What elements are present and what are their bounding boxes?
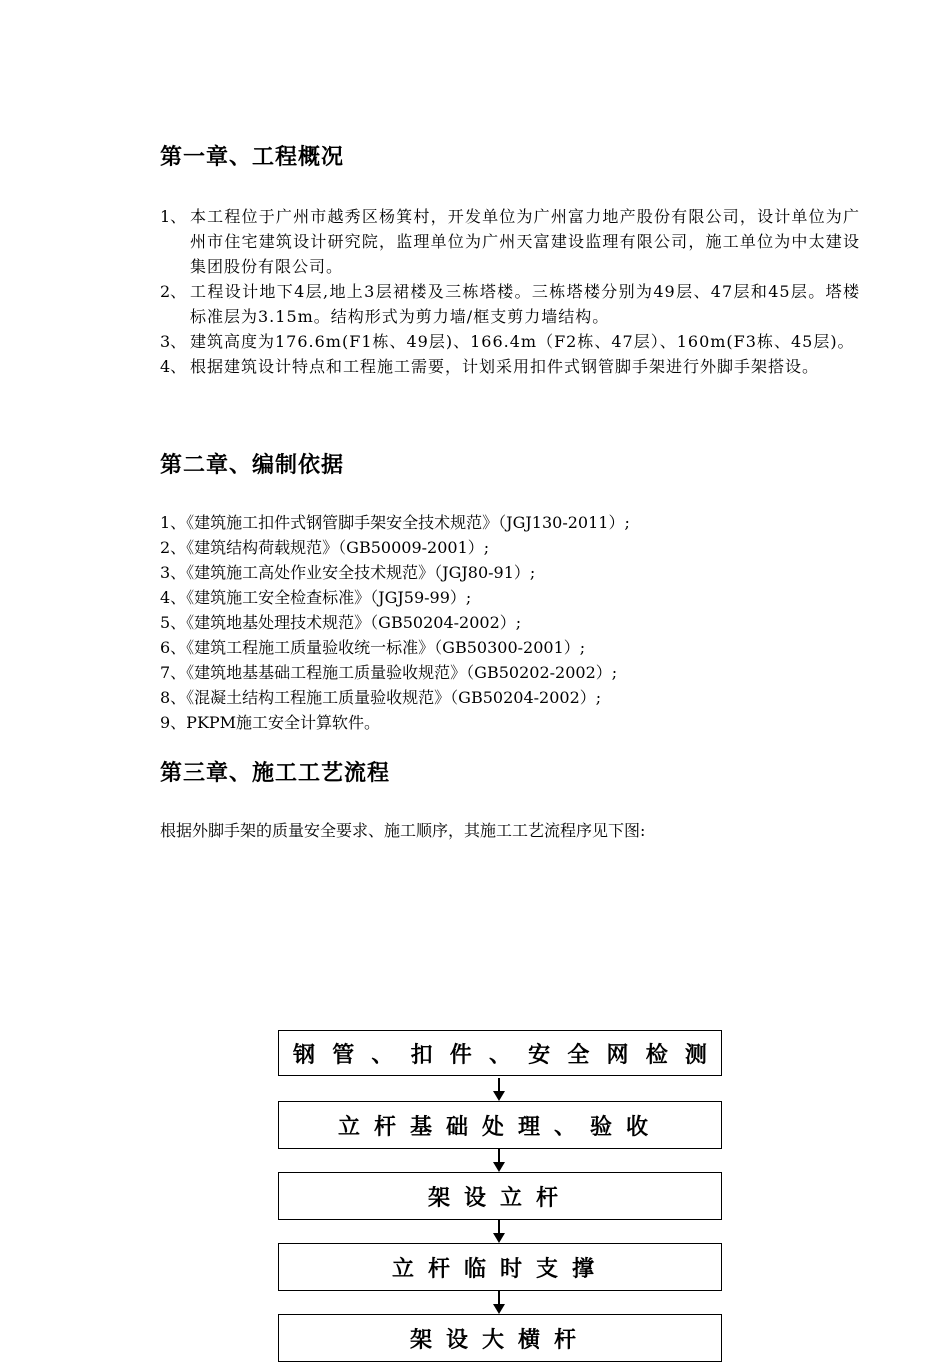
list-item — [160, 279, 860, 329]
chapter-3-title: 第三章、施工工艺流程 — [160, 761, 391, 786]
flow-step-box — [278, 1030, 722, 1076]
down-arrow-icon — [492, 1149, 506, 1172]
reference-item: 5、《建筑地基处理技术规范》（GB50204-2002）; — [160, 613, 522, 632]
reference-list — [160, 510, 630, 735]
item-number: 3、 — [160, 332, 187, 351]
flow-step-box — [278, 1243, 722, 1291]
reference-item: 6、《建筑工程施工质量验收统一标准》（GB50300-2001）; — [160, 638, 586, 657]
chapter-1-items — [160, 204, 860, 379]
list-item — [160, 204, 860, 279]
reference-item: 8、《混凝土结构工程施工质量验收规范》（GB50204-2002）; — [160, 688, 602, 707]
down-arrow-icon — [492, 1291, 506, 1314]
item-number: 2、 — [160, 282, 187, 301]
item-number: 4、 — [160, 357, 187, 376]
flow-step-label: 钢 管 、 扣 件 、 安 全 网 检 测 — [293, 1042, 707, 1068]
flow-step-box — [278, 1101, 722, 1149]
chapter-2-title: 第二章、编制依据 — [160, 453, 345, 478]
reference-item: 3、《建筑施工高处作业安全技术规范》（JGJ80-91）; — [160, 563, 536, 582]
flow-step-label: 架设大横杆 — [409, 1327, 590, 1353]
down-arrow-icon — [492, 1220, 506, 1243]
flow-step-label: 立杆临时支撑 — [391, 1256, 608, 1282]
flow-step-box — [278, 1172, 722, 1220]
item-text: 根据建筑设计特点和工程施工需要，计划采用扣件式钢管脚手架进行外脚手架搭设。 — [190, 357, 820, 376]
down-arrow-icon — [492, 1078, 506, 1101]
flow-step-box — [278, 1314, 722, 1362]
reference-item: 1、《建筑施工扣件式钢管脚手架安全技术规范》（JGJ130-2011）; — [160, 513, 630, 532]
reference-item: 4、《建筑施工安全检查标准》（JGJ59-99）; — [160, 588, 472, 607]
list-item — [160, 329, 860, 354]
chapter-3-intro: 根据外脚手架的质量安全要求、施工顺序，其施工工艺流程序见下图: — [160, 821, 646, 840]
item-text: 工程设计地下4层,地上3层裙楼及三栋塔楼。三栋塔楼分别为49层、47层和45层。塔楼标准层为3.15m。结构形式为剪力墙/框支剪力墙结构。 — [190, 282, 860, 326]
item-text: 建筑高度为176.6m(F1栋、49层)、166.4m（F2栋、47层）、160m(F3栋、45层)。 — [190, 332, 855, 351]
flow-step-label: 架设立杆 — [427, 1185, 572, 1211]
item-text: 本工程位于广州市越秀区杨箕村，开发单位为广州富力地产股份有限公司，设计单位为广州市住宅建筑设计研究院，监理单位为广州天富建设监理有限公司，施工单位为中太建设集团股份有限公司。 — [190, 207, 860, 276]
reference-item: 7、《建筑地基基础工程施工质量验收规范》（GB50202-2002）; — [160, 663, 618, 682]
flow-step-label: 立杆基础处理、验收 — [337, 1114, 662, 1140]
reference-item: 9、PKPM施工安全计算软件。 — [160, 713, 381, 732]
list-item — [160, 354, 860, 379]
chapter-1-title: 第一章、工程概况 — [160, 145, 345, 170]
reference-item: 2、《建筑结构荷载规范》（GB50009-2001）; — [160, 538, 490, 557]
item-number: 1、 — [160, 207, 187, 226]
